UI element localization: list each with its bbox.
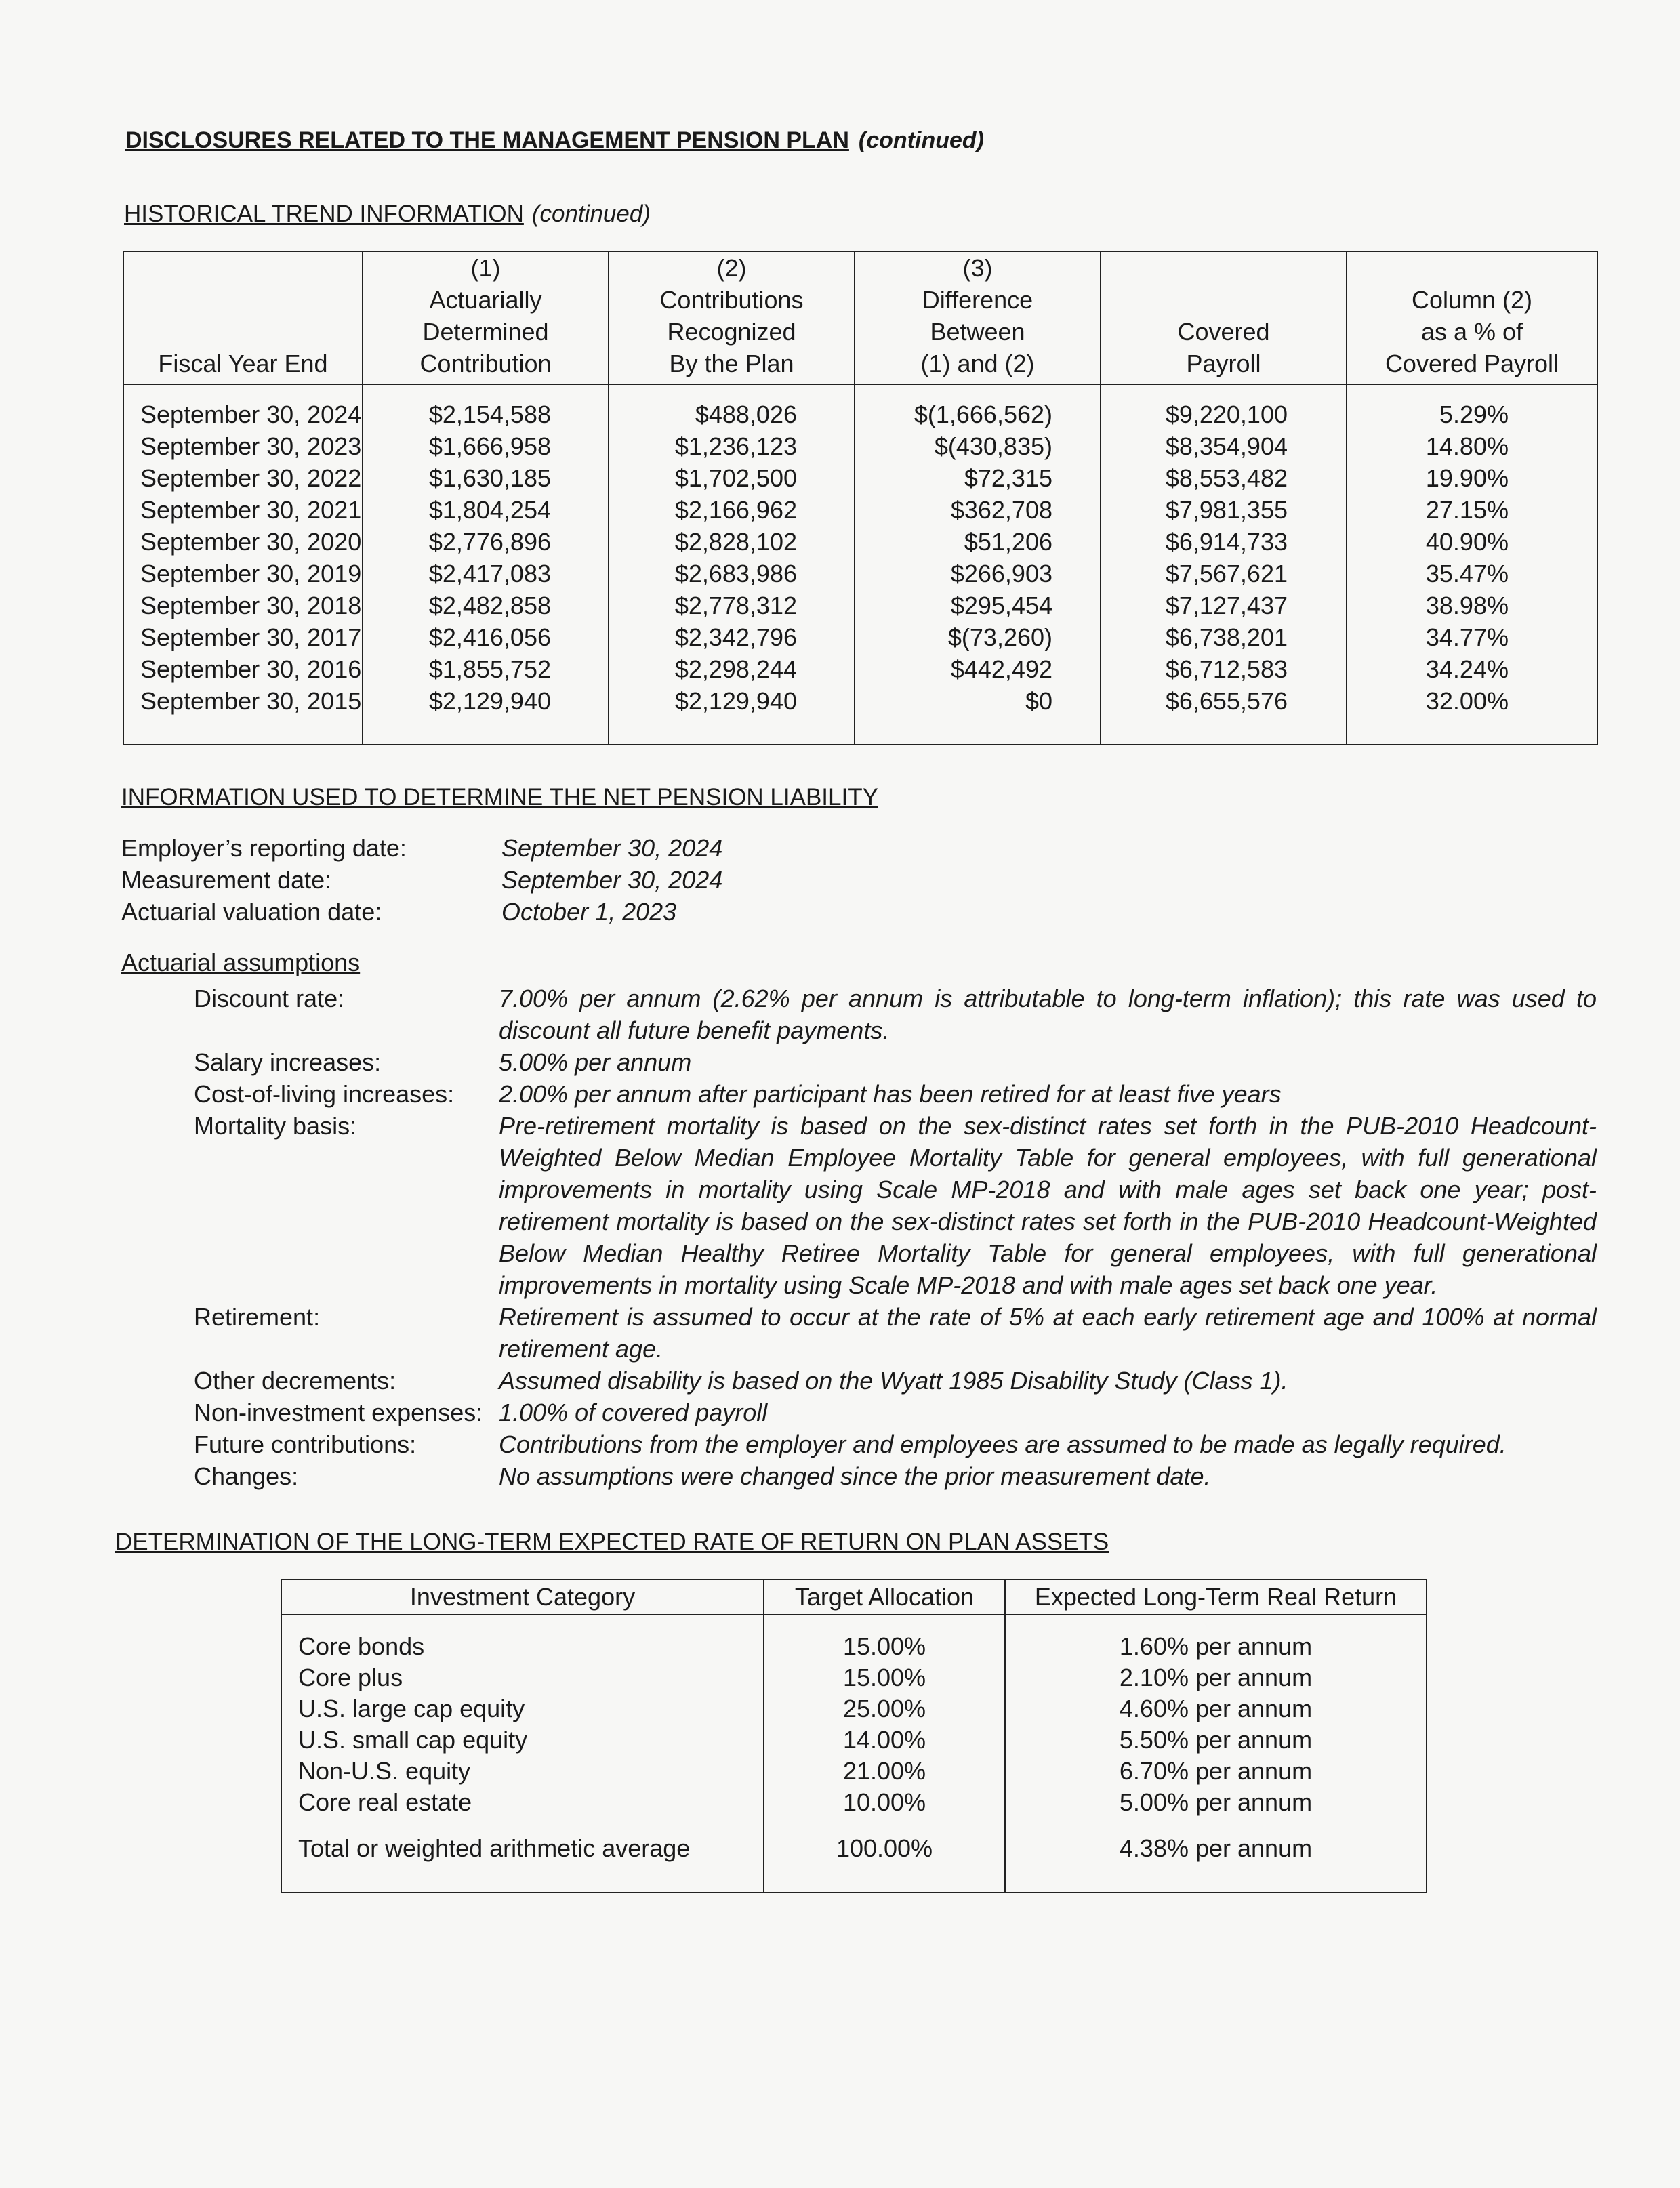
assumption-row: [194, 1301, 1597, 1365]
cell-line: $51,206: [964, 528, 1052, 556]
cell-line: September 30, 2018: [140, 592, 362, 619]
cell-line: $1,236,123: [674, 432, 797, 460]
assumption-row: [194, 1046, 1597, 1078]
page-title-suffix: (continued): [858, 127, 984, 153]
date-label: Measurement date:: [121, 866, 332, 894]
assumptions-list: [194, 983, 1597, 1492]
assumption-label: Retirement:: [194, 1303, 321, 1331]
cell-line: $2,129,940: [674, 687, 797, 715]
cell-line: $2,683,986: [674, 560, 797, 587]
cell-lines: [140, 398, 362, 717]
cell-line: 19.90%: [1425, 464, 1509, 492]
cell-line: September 30, 2017: [140, 623, 362, 651]
assumption-row: [194, 1397, 1597, 1428]
cell-line: $7,981,355: [1165, 496, 1288, 524]
historical-heading-suffix: (continued): [531, 201, 651, 227]
cell-lines: [1101, 398, 1288, 717]
cell-line: $1,804,254: [428, 496, 551, 524]
cell-line: 38.98%: [1425, 592, 1509, 619]
category-cell: U.S. small cap equity: [281, 1725, 764, 1756]
header-fiscal-year-end: [123, 251, 363, 384]
date-value: October 1, 2023: [501, 898, 677, 926]
cell-line: $1,855,752: [428, 655, 551, 683]
category-cell: Core real estate: [281, 1787, 764, 1818]
expected-cell: 4.60% per annum: [1005, 1693, 1427, 1725]
assumption-text: Retirement is assumed to occur at the rate of 5% at each early retirement age and 100% at normal retirement age.: [499, 1303, 1597, 1363]
header-lines: [363, 252, 608, 379]
spacer-row: [281, 1879, 1427, 1893]
cell-line: $2,166,962: [674, 496, 797, 524]
assumption-row: [194, 1365, 1597, 1397]
info-dates: [121, 832, 722, 928]
header-lines: [1101, 316, 1346, 379]
cell-line: $7,567,621: [1165, 560, 1288, 587]
cell-line: Covered Payroll: [1385, 350, 1559, 377]
assumption-text: No assumptions were changed since the prior measurement date.: [499, 1462, 1211, 1490]
assumption-text: 2.00% per annum after participant has been retired for at least five years: [499, 1080, 1282, 1108]
returns-heading: [115, 1529, 1109, 1556]
allocation-cell: 14.00%: [764, 1725, 1005, 1756]
table-row: [281, 1756, 1427, 1787]
header-investment-category: Investment Category: [281, 1580, 764, 1615]
cell-line: $6,712,583: [1165, 655, 1288, 683]
allocation-cell: 21.00%: [764, 1756, 1005, 1787]
cell-line: $362,708: [950, 496, 1052, 524]
total-allocation: 100.00%: [764, 1818, 1005, 1879]
cell-line: Difference: [922, 286, 1033, 314]
historical-heading-text: HISTORICAL TREND INFORMATION: [124, 201, 524, 227]
category-cell: Core plus: [281, 1662, 764, 1693]
allocation-cell: 10.00%: [764, 1787, 1005, 1818]
cell-line: $0: [1025, 687, 1052, 715]
cell-line: $(1,666,562): [914, 400, 1052, 428]
info-heading: [121, 784, 878, 811]
header-contributions: [609, 251, 855, 384]
header-expected-return: Expected Long-Term Real Return: [1005, 1580, 1427, 1615]
cell-line: $488,026: [695, 400, 797, 428]
cell-line: Contribution: [419, 350, 552, 377]
info-heading-text: INFORMATION USED TO DETERMINE THE NET PENSION LIABILITY: [121, 784, 878, 810]
cell-line: 35.47%: [1425, 560, 1509, 587]
date-label: Employer’s reporting date:: [121, 834, 407, 862]
header-target-allocation: Target Allocation: [764, 1580, 1005, 1615]
assumption-label: Changes:: [194, 1462, 299, 1490]
category-cell: Core bonds: [281, 1631, 764, 1662]
cell-line: $2,778,312: [674, 592, 797, 619]
assumptions-heading: [121, 949, 360, 977]
cell-line: September 30, 2015: [140, 687, 362, 715]
expected-cell: 1.60% per annum: [1005, 1631, 1427, 1662]
returns-heading-text: DETERMINATION OF THE LONG-TERM EXPECTED RATE OF RETURN ON PLAN ASSETS: [115, 1529, 1109, 1555]
assumption-text: 1.00% of covered payroll: [499, 1399, 768, 1426]
cell-line: $6,914,733: [1165, 528, 1288, 556]
cell-line: (3): [962, 254, 993, 282]
expected-cell: 2.10% per annum: [1005, 1662, 1427, 1693]
page-title-text: DISCLOSURES RELATED TO THE MANAGEMENT PENSION PLAN: [125, 127, 849, 153]
cell-line: $(73,260): [947, 623, 1052, 651]
expected-cell: 5.50% per annum: [1005, 1725, 1427, 1756]
table-row: [281, 1662, 1427, 1693]
assumption-label: Mortality basis:: [194, 1112, 357, 1140]
returns-table: [281, 1579, 1427, 1893]
column-fiscal-year: [123, 384, 363, 745]
allocation-cell: 15.00%: [764, 1631, 1005, 1662]
allocation-cell: 25.00%: [764, 1693, 1005, 1725]
cell-line: Recognized: [667, 318, 796, 346]
cell-lines: [1347, 398, 1509, 717]
cell-line: 27.15%: [1425, 496, 1509, 524]
allocation-cell: 15.00%: [764, 1662, 1005, 1693]
header-lines: [609, 252, 854, 379]
cell-line: Between: [930, 318, 1025, 346]
date-label: Actuarial valuation date:: [121, 898, 382, 926]
cell-lines: [363, 398, 551, 717]
assumption-text: Assumed disability is based on the Wyatt 1985 Disability Study (Class 1).: [499, 1367, 1288, 1395]
cell-line: Payroll: [1186, 350, 1261, 377]
assumption-text: 5.00% per annum: [499, 1048, 692, 1076]
cell-line: September 30, 2023: [140, 432, 362, 460]
cell-line: 5.29%: [1439, 400, 1509, 428]
expected-cell: 5.00% per annum: [1005, 1787, 1427, 1818]
cell-line: Column (2): [1411, 286, 1533, 314]
cell-line: $8,354,904: [1165, 432, 1288, 460]
cell-line: September 30, 2024: [140, 400, 362, 428]
cell-line: Actuarially: [429, 286, 542, 314]
cell-line: (1) and (2): [920, 350, 1035, 377]
cell-line: $2,154,588: [428, 400, 551, 428]
date-row: [121, 864, 722, 896]
table-row: [281, 1631, 1427, 1662]
cell-line: $2,482,858: [428, 592, 551, 619]
cell-line: $6,738,201: [1165, 623, 1288, 651]
cell-line: $442,492: [950, 655, 1052, 683]
cell-line: 32.00%: [1425, 687, 1509, 715]
total-category: Total or weighted arithmetic average: [281, 1818, 764, 1879]
total-row: [281, 1818, 1427, 1879]
cell-line: September 30, 2016: [140, 655, 362, 683]
column-difference: [855, 384, 1101, 745]
cell-line: Contributions: [659, 286, 804, 314]
cell-line: $2,417,083: [428, 560, 551, 587]
column-contributions: [609, 384, 855, 745]
assumption-label: Other decrements:: [194, 1367, 396, 1395]
cell-line: $2,416,056: [428, 623, 551, 651]
cell-line: By the Plan: [669, 350, 794, 377]
cell-line: 14.80%: [1425, 432, 1509, 460]
cell-line: September 30, 2020: [140, 528, 362, 556]
cell-line: 34.24%: [1425, 655, 1509, 683]
date-row: [121, 832, 722, 864]
cell-line: $2,342,796: [674, 623, 797, 651]
assumption-label: Non-investment expenses:: [194, 1399, 483, 1426]
column-covered-payroll: [1101, 384, 1347, 745]
expected-cell: 6.70% per annum: [1005, 1756, 1427, 1787]
cell-line: Covered: [1177, 318, 1270, 346]
header-pct-payroll: [1347, 251, 1597, 384]
cell-line: $9,220,100: [1165, 400, 1288, 428]
assumption-label: Cost-of-living increases:: [194, 1080, 455, 1108]
column-pct-payroll: [1347, 384, 1597, 745]
assumption-text: Pre-retirement mortality is based on the sex-distinct rates set forth in the PUB-2010 Headcount-Weighted Below Median Employee Mortality Table for general employees, with full generational improvements in mortality using Scale MP-2018 and with male ages set back one year; post-retirement mortality is based on the sex-distinct rates set forth in the PUB-2010 Headcount-Weighted Below Median Healthy Retiree Mortality Table for general employees, with full generational improvements in mortality using Scale MP-2018 and with male ages set back one year.: [499, 1112, 1597, 1299]
header-covered-payroll: [1101, 251, 1347, 384]
cell-line: September 30, 2022: [140, 464, 362, 492]
cell-line: $1,630,185: [428, 464, 551, 492]
header-lines: [1347, 284, 1597, 379]
cell-line: $2,776,896: [428, 528, 551, 556]
column-adc: [363, 384, 609, 745]
table-row: [281, 1693, 1427, 1725]
header-difference: [855, 251, 1101, 384]
cell-line: $1,702,500: [674, 464, 797, 492]
cell-line: $266,903: [950, 560, 1052, 587]
header-lines: [124, 348, 362, 379]
table-row: [281, 1787, 1427, 1818]
cell-line: $1,666,958: [428, 432, 551, 460]
assumption-label: Salary increases:: [194, 1048, 382, 1076]
header-lines: [855, 252, 1100, 379]
date-value: September 30, 2024: [501, 866, 723, 894]
cell-lines: [855, 398, 1052, 717]
cell-line: $(430,835): [934, 432, 1052, 460]
cell-line: $2,828,102: [674, 528, 797, 556]
assumption-row: [194, 1460, 1597, 1492]
spacer-row: [281, 1615, 1427, 1631]
table-row: [281, 1725, 1427, 1756]
date-value: September 30, 2024: [501, 834, 723, 862]
category-cell: U.S. large cap equity: [281, 1693, 764, 1725]
cell-line: $7,127,437: [1165, 592, 1288, 619]
date-row: [121, 896, 722, 928]
assumption-label: Discount rate:: [194, 985, 345, 1012]
cell-line: Determined: [422, 318, 549, 346]
cell-line: $295,454: [950, 592, 1052, 619]
cell-line: (2): [716, 254, 747, 282]
cell-line: September 30, 2021: [140, 496, 362, 524]
historical-trend-table: [123, 251, 1598, 745]
cell-line: $6,655,576: [1165, 687, 1288, 715]
category-cell: Non-U.S. equity: [281, 1756, 764, 1787]
assumption-row: [194, 1110, 1597, 1301]
cell-line: $2,298,244: [674, 655, 797, 683]
header-adc: [363, 251, 609, 384]
cell-line: Fiscal Year End: [158, 350, 328, 377]
assumption-text: Contributions from the employer and employees are assumed to be made as legally required.: [499, 1430, 1507, 1458]
cell-lines: [609, 398, 797, 717]
assumption-label: Future contributions:: [194, 1430, 417, 1458]
historical-heading: [124, 201, 651, 228]
cell-line: 34.77%: [1425, 623, 1509, 651]
assumptions-heading-text: Actuarial assumptions: [121, 949, 361, 976]
cell-line: as a % of: [1420, 318, 1523, 346]
cell-line: 40.90%: [1425, 528, 1509, 556]
cell-line: (1): [470, 254, 501, 282]
assumption-row: [194, 983, 1597, 1046]
assumption-text: 7.00% per annum (2.62% per annum is attributable to long-term inflation); this rate was used to discount all future benefit payments.: [499, 985, 1597, 1044]
page-title: [125, 127, 984, 154]
cell-line: $8,553,482: [1165, 464, 1288, 492]
cell-line: September 30, 2019: [140, 560, 362, 587]
cell-line: $2,129,940: [428, 687, 551, 715]
assumption-row: [194, 1428, 1597, 1460]
assumption-row: [194, 1078, 1597, 1110]
cell-line: $72,315: [964, 464, 1052, 492]
total-expected: 4.38% per annum: [1005, 1818, 1427, 1879]
